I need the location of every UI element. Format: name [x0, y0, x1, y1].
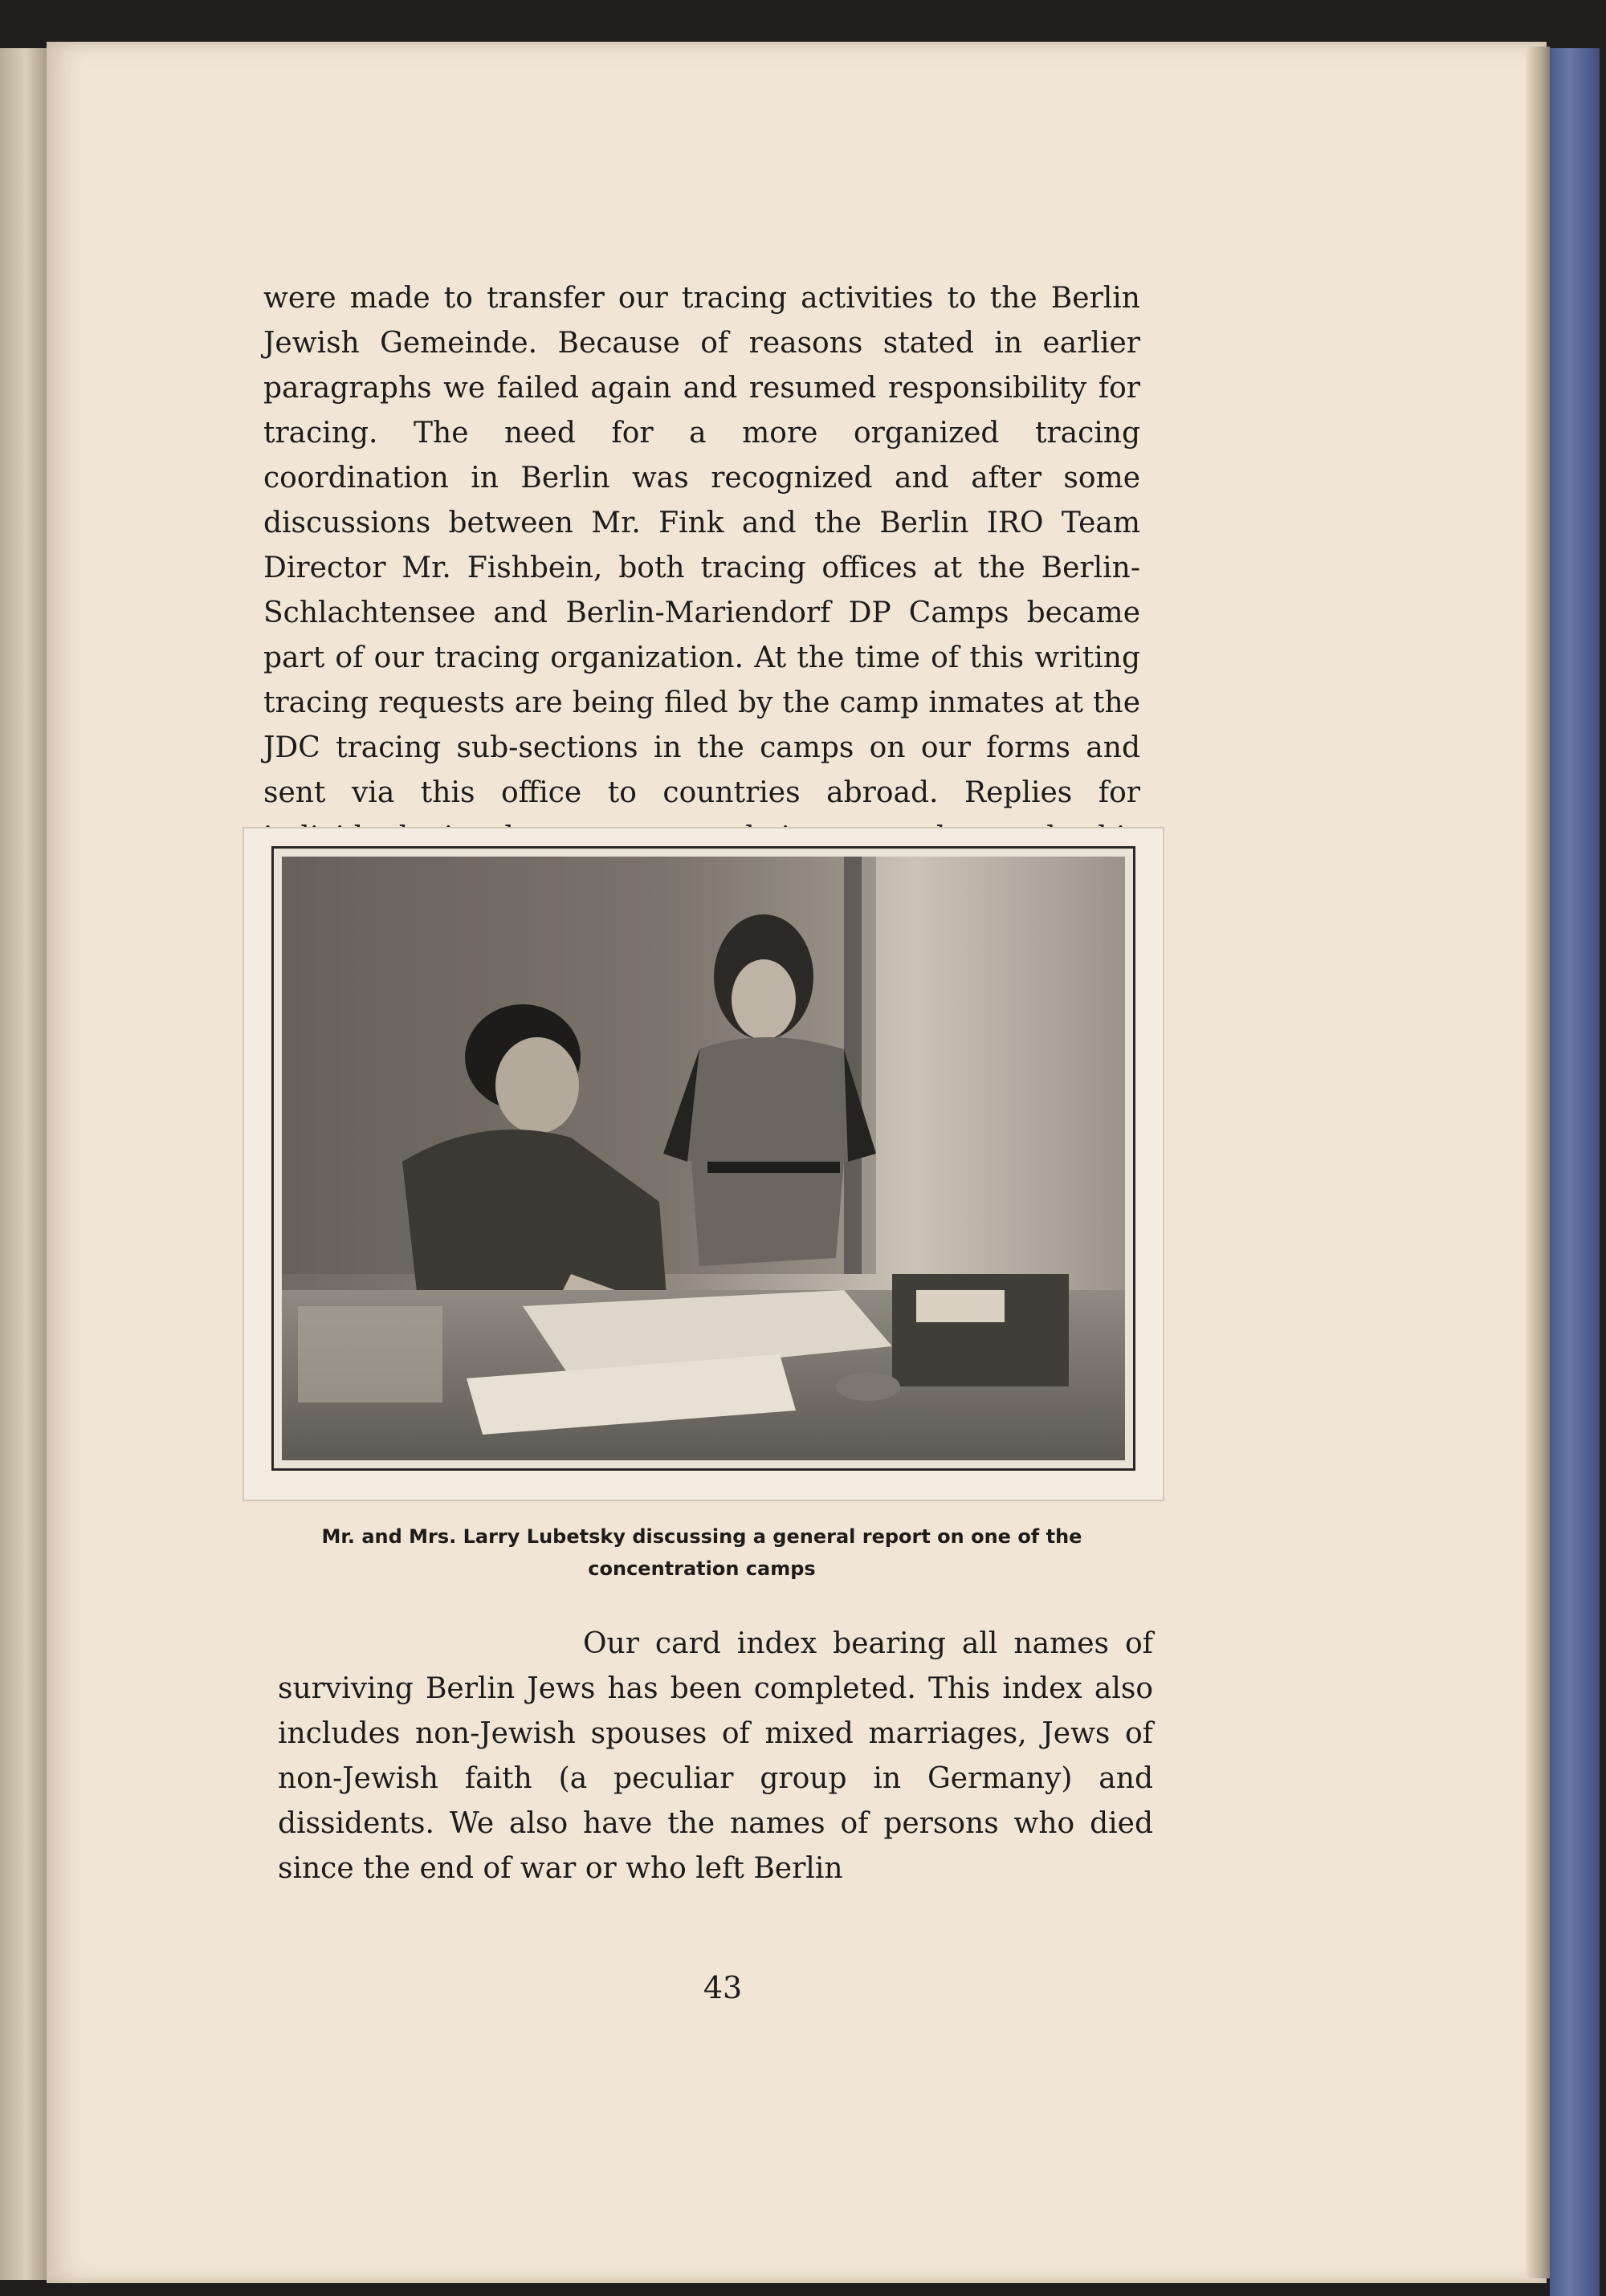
body-paragraph-bottom	[278, 1622, 1153, 1891]
man-face	[495, 1037, 579, 1134]
page-number: 43	[703, 1970, 743, 2005]
body-paragraph-bottom-text: Our card index bearing all names of surviving Berlin Jews has been completed. This index also includes non-Jewish spouses of mixed marriages, Jews of non-Jewish faith (a peculiar group in Germany) and dissidents. We also have the names of persons who died since the end of war or who left Berlin	[278, 1627, 1153, 1885]
photograph	[282, 857, 1125, 1460]
desk-items	[298, 1306, 442, 1402]
photograph-office-scene	[282, 857, 1125, 1460]
woman-belt	[707, 1162, 840, 1173]
previous-page-edge	[0, 48, 47, 2280]
desk-box-label	[916, 1290, 1005, 1322]
photo-frame	[271, 846, 1135, 1471]
body-paragraph-top: were made to transfer our tracing activities to the Berlin Jewish Gemeinde. Because of reasons stated in earlier paragraphs we failed again and resumed responsibility for tracing. The need for a more organized tracing coordination in Berlin was recognized and after some discussions between Mr. Fink and the Berlin IRO Team Director Mr. Fishbein, both tracing offices at the Berlin-Schlachtensee and Berlin-Mariendorf DP Camps became part of our tracing organization. At the time of this writing tracing requests are being filed by the camp inmates at the JDC tracing sub-sections in the camps on our forms and sent via this office to countries abroad. Replies for	[263, 282, 1140, 809]
woman-face	[732, 959, 796, 1040]
book-cover	[1550, 48, 1600, 2296]
ashtray	[836, 1372, 900, 1401]
page-edge	[1526, 47, 1550, 2278]
photo-figure	[243, 827, 1164, 1501]
photo-caption: Mr. and Mrs. Larry Lubetsky discussing a general report on one of the concentration camps	[321, 1525, 1082, 1580]
